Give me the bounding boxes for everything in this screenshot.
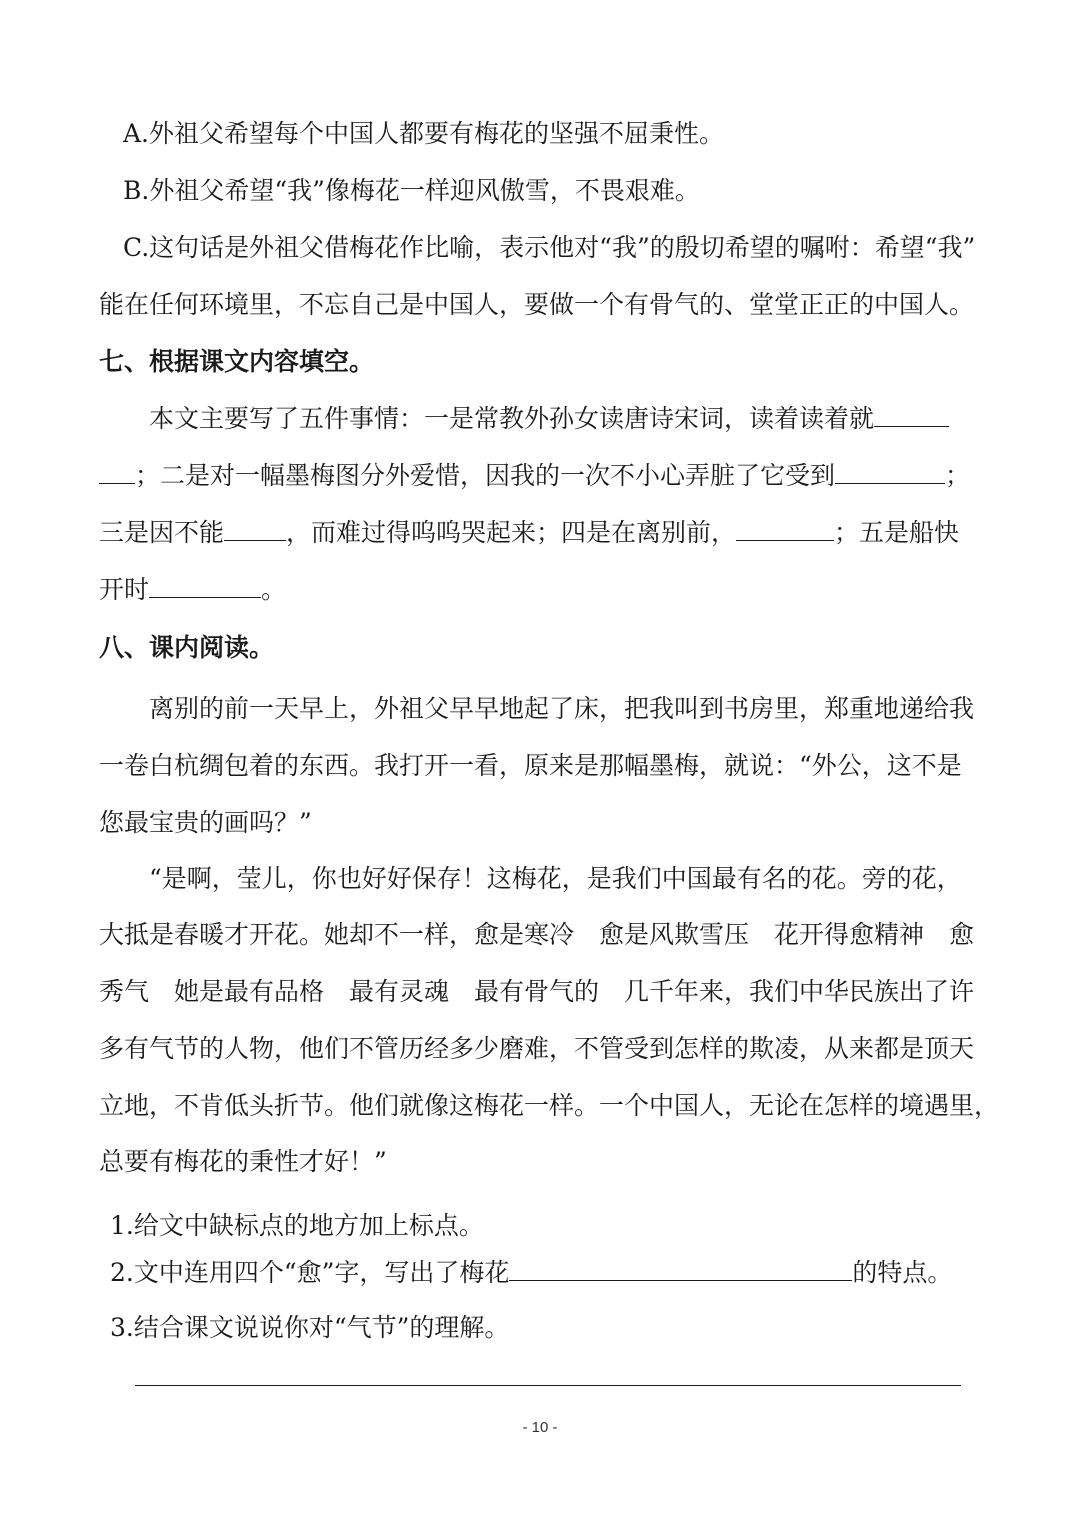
section-7-line-3: [0, 518, 1080, 548]
fill-text: 三是因不能: [99, 518, 225, 547]
question-2: [0, 1258, 1080, 1288]
answer-line[interactable]: [135, 1385, 961, 1386]
answer-blank[interactable]: [835, 461, 945, 484]
section-7-line-2: [0, 461, 1080, 491]
option-c-line-1: C.这句话是外祖父借梅花作比喻，表示他对“我”的殷切希望的嘱咐：希望“我”: [123, 233, 976, 262]
passage-p2-line-2: 大抵是春暖才开花。她却不一样，愈是寒冷 愈是风欺雪压 花开得愈精神 愈: [99, 920, 975, 949]
passage-p1-line-1: 离别的前一天早上，外祖父早早地起了床，把我叫到书房里，郑重地递给我: [149, 694, 975, 723]
question-text: 的特点。: [852, 1258, 953, 1287]
fill-text: 开时: [99, 575, 150, 604]
section-8-heading: 八、课内阅读。: [99, 633, 275, 662]
section-7-line-1: [0, 404, 1080, 434]
option-a: A.外祖父希望每个中国人都要有梅花的坚强不屈秉性。: [123, 119, 725, 148]
section-7-heading: 七、根据课文内容填空。: [99, 347, 375, 376]
question-1: 1.给文中缺标点的地方加上标点。: [110, 1211, 484, 1240]
page-number: - 10 -: [522, 1419, 558, 1436]
answer-blank[interactable]: [509, 1258, 852, 1281]
passage-p1-line-3: 您最宝贵的画吗？”: [99, 808, 312, 837]
passage-p2-line-3: 秀气 她是最有品格 最有灵魂 最有骨气的 几千年来，我们中华民族出了许: [99, 977, 975, 1006]
question-3: 3.结合课文说说你对“气节”的理解。: [110, 1313, 510, 1342]
section-7-line-4: [0, 575, 1080, 605]
answer-blank[interactable]: [736, 518, 834, 541]
answer-blank[interactable]: [99, 461, 135, 484]
passage-p2-line-1: “是啊，莹儿，你也好好保存！这梅花，是我们中国最有名的花。旁的花，: [149, 864, 962, 893]
fill-text: ；: [945, 461, 971, 490]
fill-text: 。: [261, 575, 287, 604]
option-c-line-2: 能在任何环境里，不忘自己是中国人，要做一个有骨气的、堂堂正正的中国人。: [99, 290, 975, 319]
passage-p2-line-5: 立地，不肯低头折节。他们就像这梅花一样。一个中国人，无论在怎样的境遇里，: [99, 1091, 1000, 1120]
fill-text: ；五是船快: [834, 518, 960, 547]
answer-blank[interactable]: [149, 575, 261, 598]
option-b: B.外祖父希望“我”像梅花一样迎风傲雪，不畏艰难。: [123, 176, 700, 205]
fill-text: ；二是对一幅墨梅图分外爱惜，因我的一次不小心弄脏了它受到: [135, 461, 836, 490]
answer-blank[interactable]: [224, 518, 286, 541]
passage-p1-line-2: 一卷白杭绸包着的东西。我打开一看，原来是那幅墨梅，就说：“外公，这不是: [99, 751, 962, 780]
question-text: 2.文中连用四个“愈”字，写出了梅花: [110, 1258, 510, 1287]
passage-p2-line-6: 总要有梅花的秉性才好！”: [99, 1147, 387, 1176]
fill-text: 本文主要写了五件事情：一是常教外孙女读唐诗宋词，读着读着就: [149, 404, 875, 433]
answer-blank[interactable]: [874, 404, 949, 427]
fill-text: ，而难过得呜呜哭起来；四是在离别前，: [286, 518, 737, 547]
passage-p2-line-4: 多有气节的人物，他们不管历经多少磨难，不管受到怎样的欺凌，从来都是顶天: [99, 1034, 975, 1063]
